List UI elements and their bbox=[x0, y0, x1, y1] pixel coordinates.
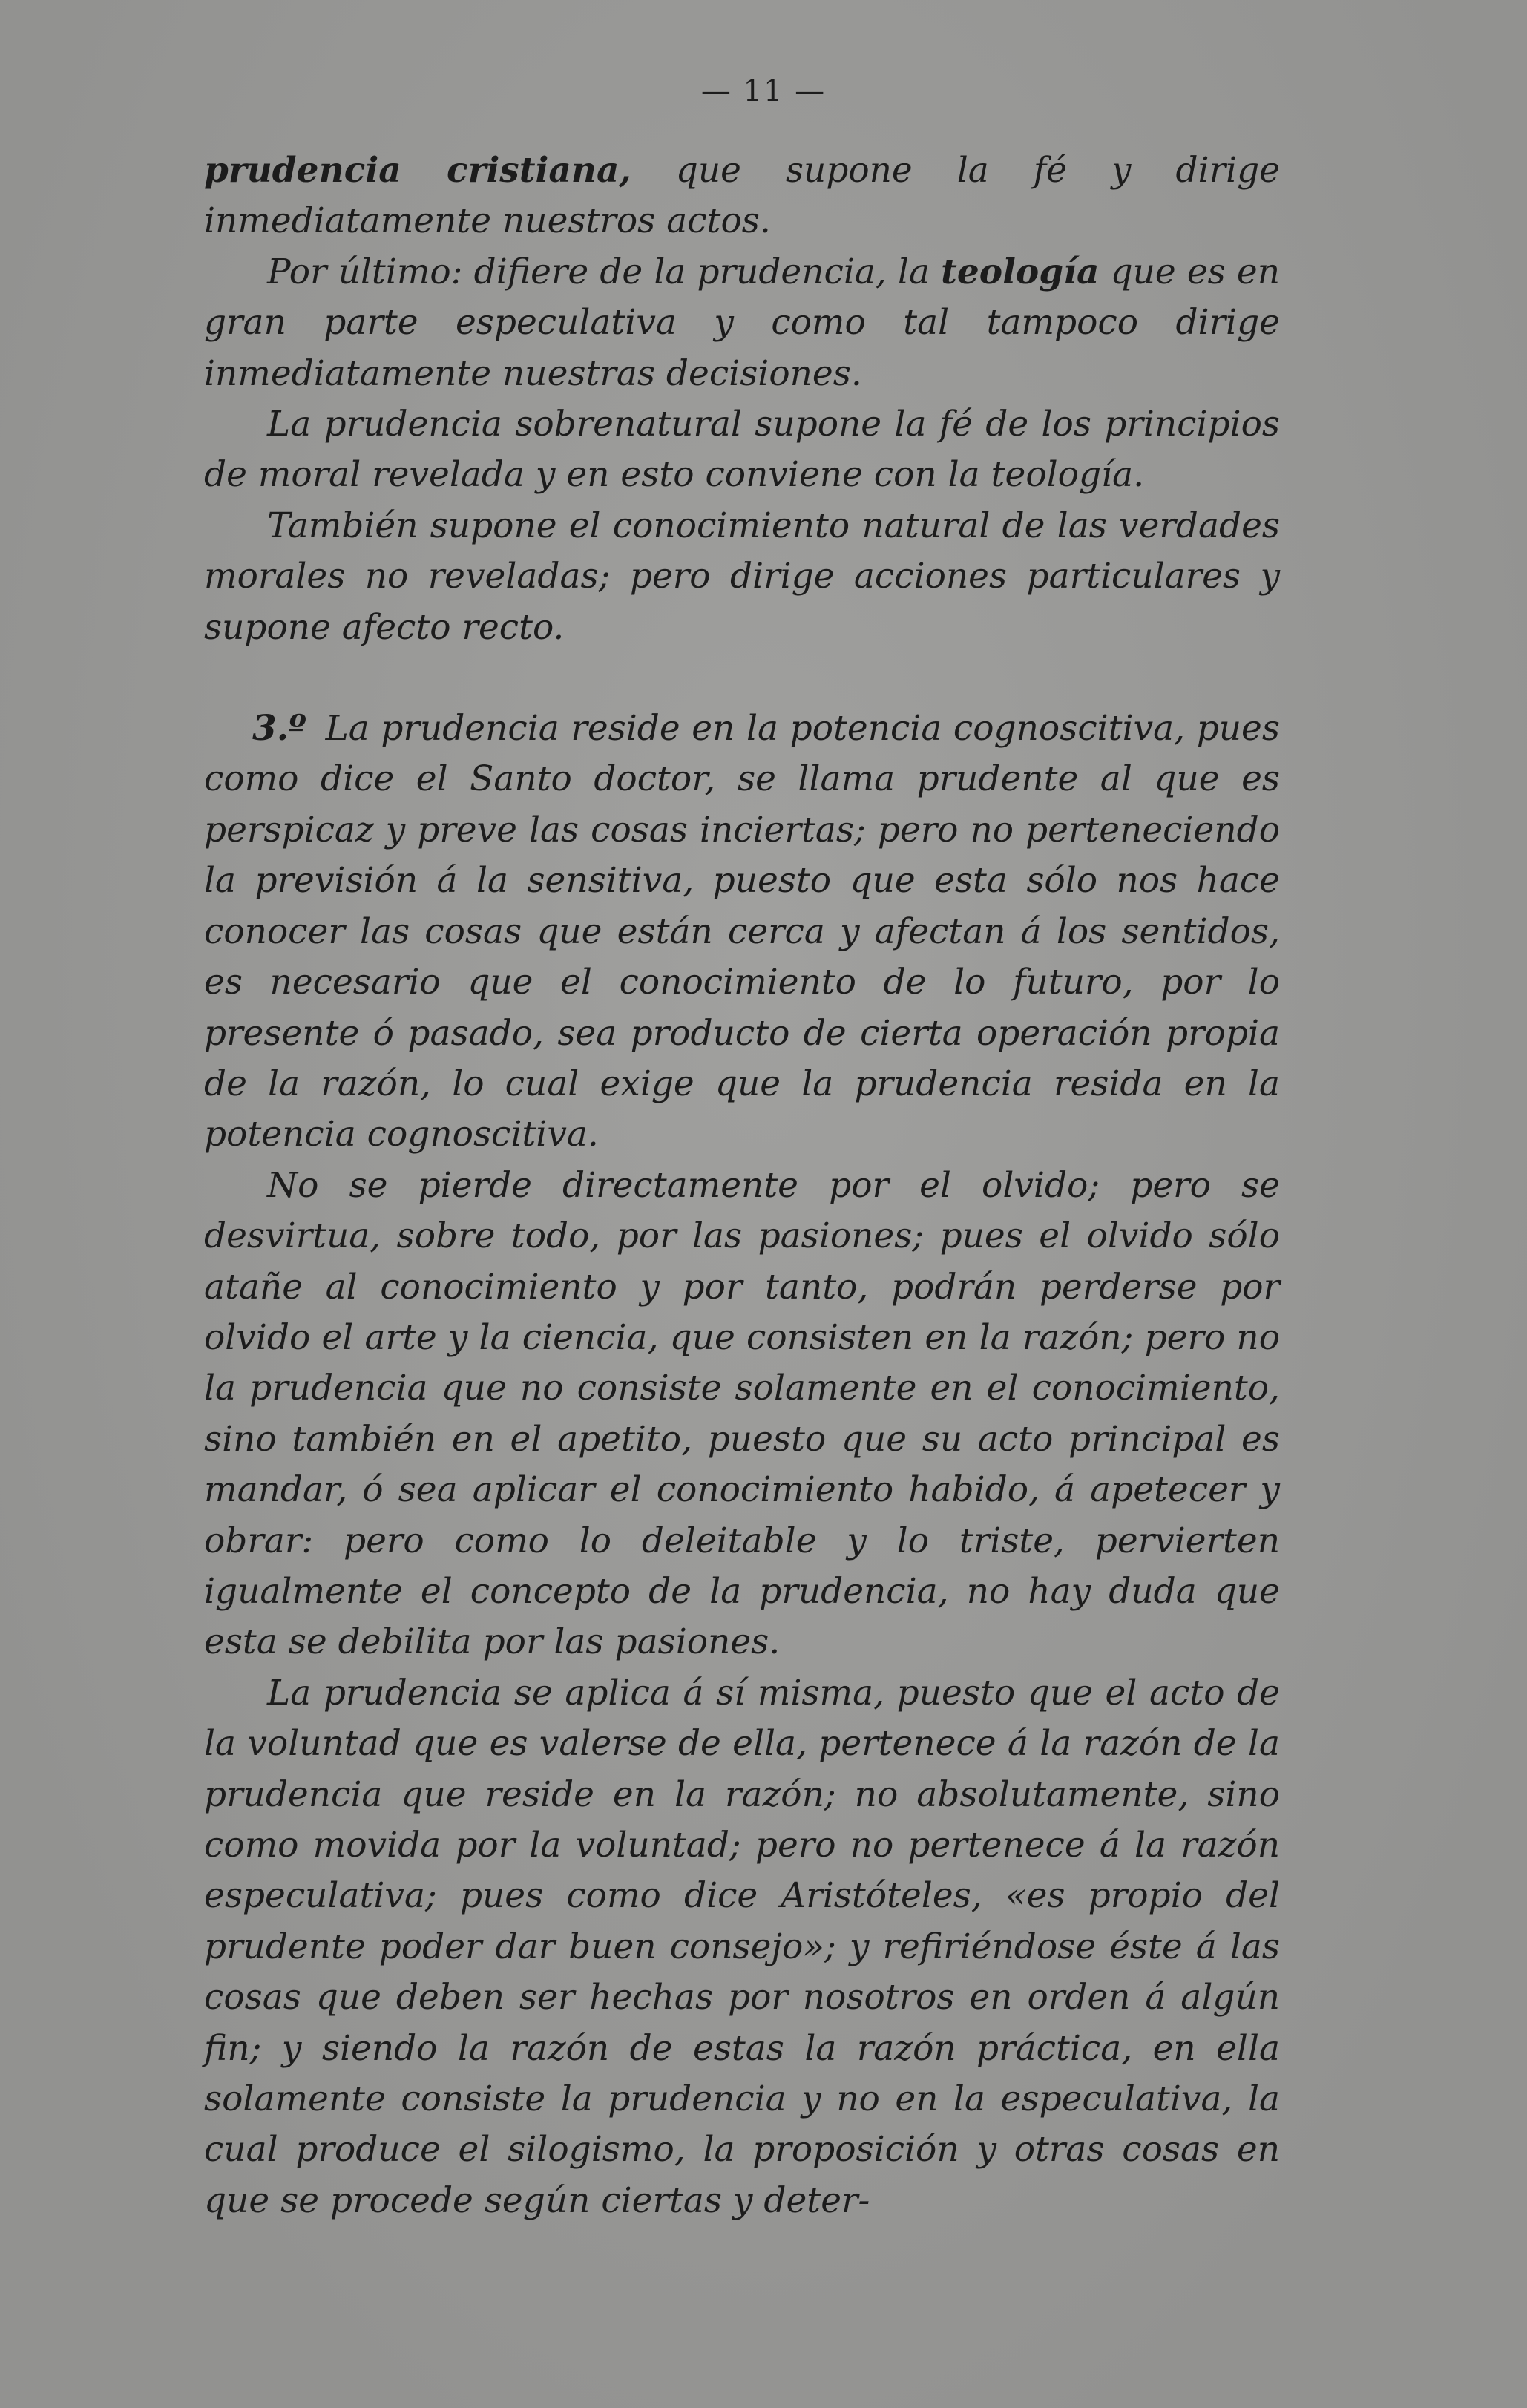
paragraph-6 bbox=[204, 1161, 1280, 1668]
paragraph-text: También supone el conocimiento natural de las verdades morales no reveladas; pero dirige acciones particulares y supone afecto recto. bbox=[204, 505, 1280, 648]
section-number: 3.º bbox=[252, 708, 306, 749]
paragraph-2 bbox=[204, 247, 1280, 399]
paragraph-3 bbox=[204, 399, 1280, 501]
paragraph-text: Por último: difiere de la prudencia, la bbox=[267, 251, 942, 292]
bold-term: prudencia cristiana, bbox=[204, 150, 631, 191]
paragraph-text: que supone la fé y dirige inmediatamente nuestros actos. bbox=[204, 150, 1280, 242]
paragraph-5 bbox=[204, 703, 1280, 1161]
paragraph-4 bbox=[204, 501, 1280, 653]
paragraph-text: que es en gran parte especulativa y como tal tampoco dirige inmediatamente nuestras decisiones. bbox=[204, 251, 1280, 394]
paragraph-text: La prudencia sobrenatural supone la fé de los principios de moral revelada y en esto conviene con la teología. bbox=[204, 404, 1280, 496]
paragraph-text: La prudencia se aplica á sí misma, puesto que el acto de la voluntad que es valerse de ella, pertenece á la razón de la prudencia que reside en la razón; no absolutamente, sino como movida por la voluntad; pero no pertenece á la razón especulativa; pues como dice Aristóteles, «es propio del prudente poder dar buen consejo»; y refiriéndose éste á las cosas que deben ser hechas por nosotros en orden á algún fin; y siendo la razón de estas la razón práctica, en ella solamente consiste la prudencia y no en la especulativa, la cual produce el silogismo, la proposición y otras cosas en que se procede según ciertas y deter- bbox=[204, 1672, 1280, 2221]
body-text bbox=[204, 145, 1280, 2226]
bold-term: teología bbox=[941, 251, 1100, 292]
paragraph-text: La prudencia reside en la potencia cognoscitiva, pues como dice el Santo doctor, se llama prudente al que es perspicaz y preve las cosas inciertas; pero no perteneciendo la previsión á la sensitiva, puesto que esta sólo nos hace conocer las cosas que están cerca y afectan á los sentidos, es necesario que el conocimiento de lo futuro, por lo presente ó pasado, sea producto de cierta operación propia de la razón, lo cual exige que la prudencia resida en la potencia cognoscitiva. bbox=[204, 708, 1280, 1155]
paragraph-1 bbox=[204, 145, 1280, 247]
paragraph-7 bbox=[204, 1668, 1280, 2226]
paragraph-text: No se pierde directamente por el olvido; pero se desvirtua, sobre todo, por las pasiones; pues el olvido sólo atañe al conocimiento y por tanto, podrán perderse por olvido el arte y la ciencia, que consisten en la razón; pero no la prudencia que no consiste solamente en el conocimiento, sino también en el apetito, puesto que su acto principal es mandar, ó sea aplicar el conocimiento habido, á apetecer y obrar: pero como lo deleitable y lo triste, pervierten igualmente el concepto de la prudencia, no hay duda que esta se debilita por las pasiones. bbox=[204, 1164, 1280, 1663]
page-number: — 11 — bbox=[700, 74, 827, 108]
